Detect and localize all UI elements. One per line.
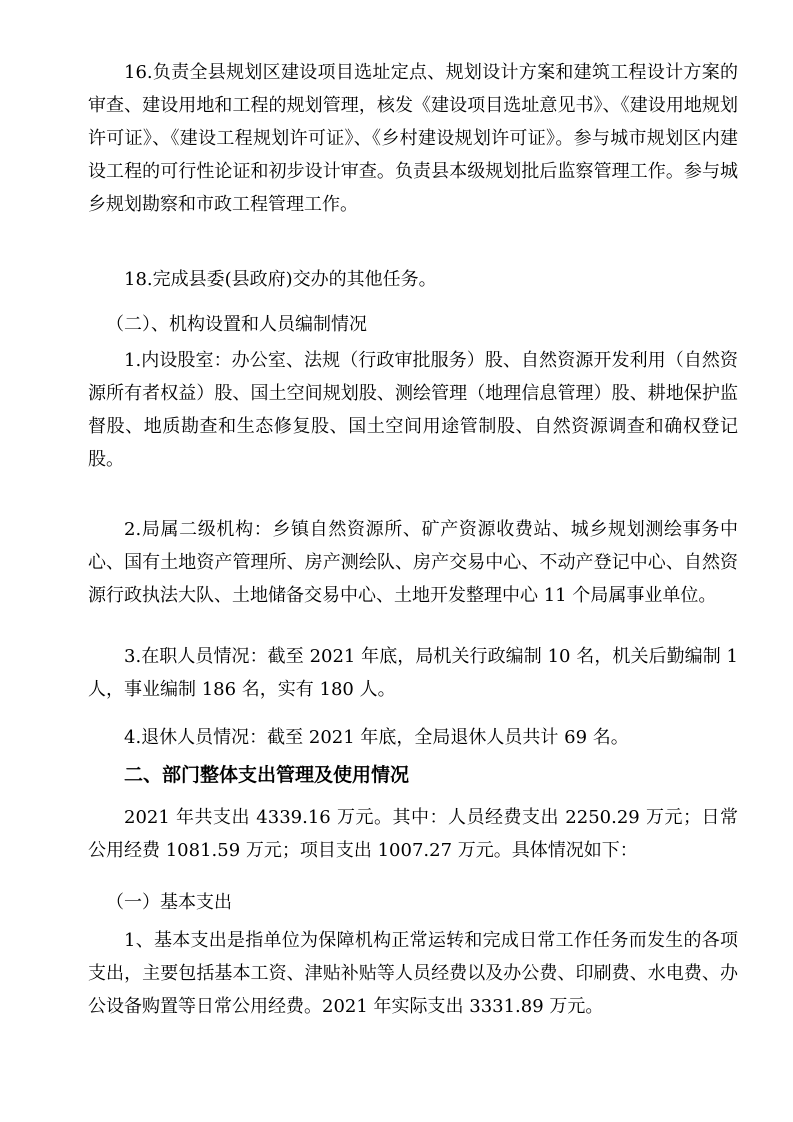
section-heading-basic-expenditure: （一）基本支出 [106, 892, 232, 913]
org-item-1: 1.内设股室：办公室、法规（行政审批服务）股、自然资源开发利用（自然资源所有者权益）股、国土空间规划股、测绘管理（地理信息管理）股、耕地保护监督股、地质勘查和生态修复股、国土空间用途管制股、自然资源调查和确权登记股。 [88, 350, 738, 470]
basic-expenditure-item-1: 1、基本支出是指单位为保障机构正常运转和完成日常工作任务而发生的各项支出，主要包括基本工资、津贴补贴等人员经费以及办公费、印刷费、水电费、办公设备购置等日常公用经费。2021 年实际支出 3331.89 万元。 [88, 930, 738, 1017]
org-item-4: 4.退休人员情况：截至 2021 年底，全局退休人员共计 69 名。 [124, 727, 629, 748]
org-item-2: 2.局属二级机构：乡镇自然资源所、矿产资源收费站、城乡规划测绘事务中心、国有土地资产管理所、房产测绘队、房产交易中心、不动产登记中心、自然资源行政执法大队、土地储备交易中心、土地开发整理中心 11 个局属事业单位。 [88, 519, 738, 606]
expenditure-summary: 2021 年共支出 4339.16 万元。其中：人员经费支出 2250.29 万元；日常公用经费 1081.59 万元；项目支出 1007.27 万元。具体情况如下： [88, 807, 738, 861]
section-heading-organization: （二）、机构设置和人员编制情况 [106, 314, 367, 335]
duty-item-18: 18.完成县委(县政府)交办的其他任务。 [124, 269, 437, 290]
duty-item-16: 16.负责全县规划区建设项目选址定点、规划设计方案和建筑工程设计方案的审查、建设用地和工程的规划管理，核发《建设项目选址意见书》、《建设用地规划许可证》、《建设工程规划许可证》、《乡村建设规划许可证》。参与城市规划区内建设工程的可行性论证和初步设计审查。负责县本级规划批后监察管理工作。参与城乡规划勘察和市政工程管理工作。 [88, 62, 738, 215]
section-heading-expenditure: 二、部门整体支出管理及使用情况 [124, 764, 410, 786]
org-item-3: 3.在职人员情况：截至 2021 年底，局机关行政编制 10 名，机关后勤编制 1 人，事业编制 186 名，实有 180 人。 [88, 646, 738, 700]
